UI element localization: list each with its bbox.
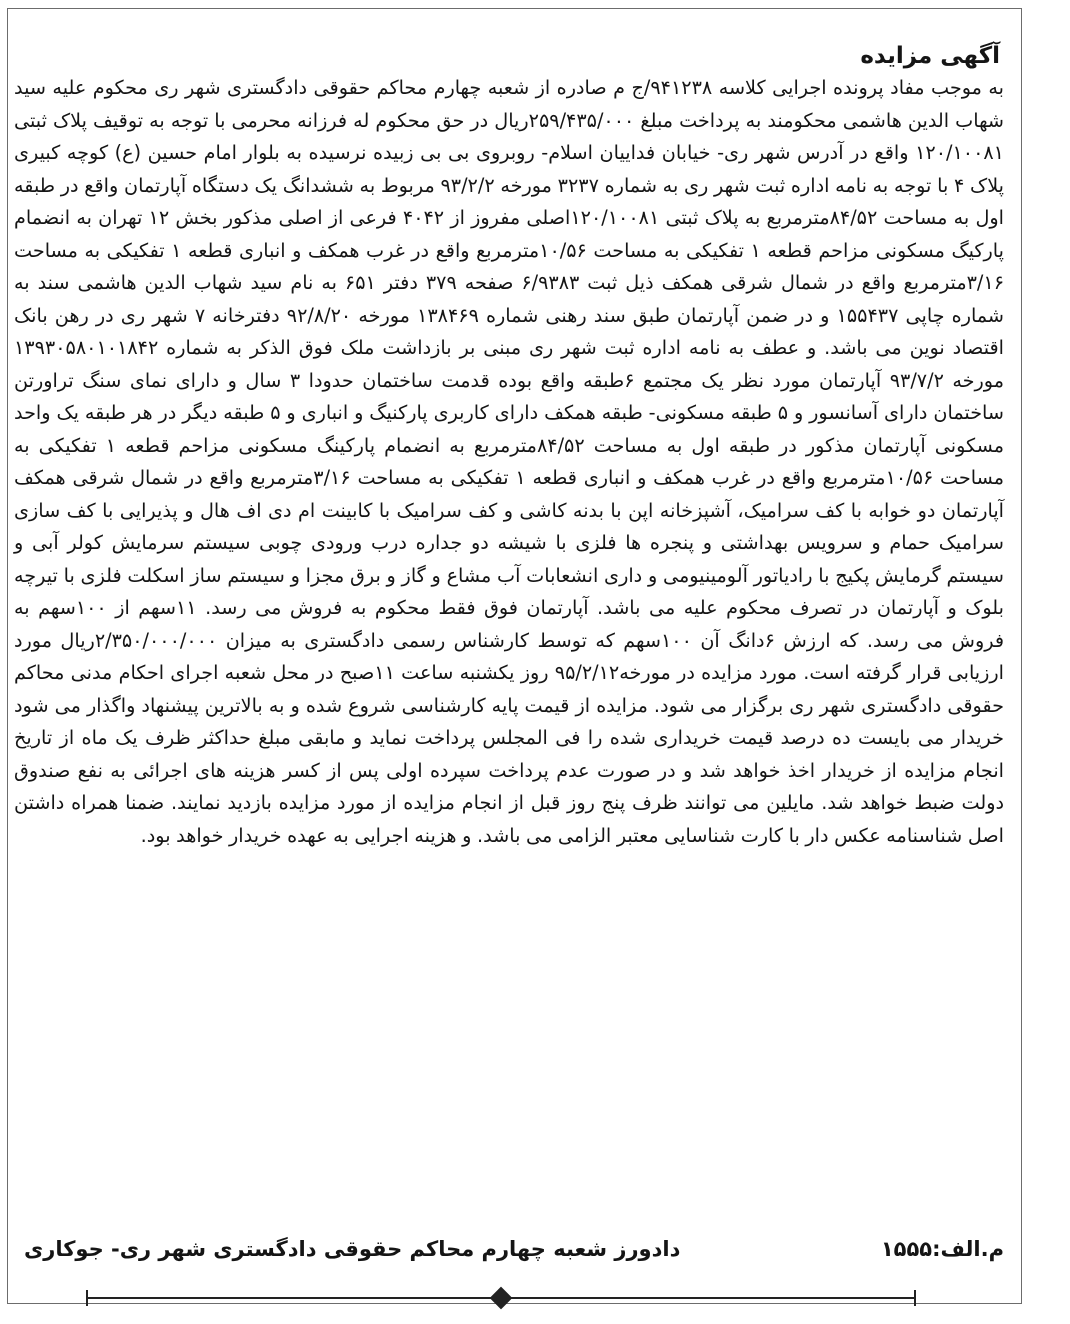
notice-title: آگهی مزایده — [860, 43, 1000, 69]
notice-footer — [14, 1234, 1004, 1264]
divider-right-cap — [914, 1290, 916, 1306]
notice-signature: دادورز شعبه چهارم محاکم حقوقی دادگستری شهر ری- جوکاری — [24, 1237, 681, 1261]
notice-body: به موجب مفاد پرونده اجرایی کلاسه ۹۴۱۲۳۸/ج م صادره از شعبه چهارم محاکم حقوقی دادگستری شهر ری محکوم علیه سید شهاب الدین هاشمی محکومند به پرداخت مبلغ ۲۵۹/۴۳۵/۰۰۰ریال در حق محکوم له فرزانه محرمی با توجه به توقیف پلاک ثبتی ۱۲۰/۱۰۰۸۱ واقع در آدرس شهر ری- خیابان فداییان اسلام- روبروی بی بی زبیده نرسیده به بلوار امام حسین (ع) کوچه کبیری پلاک ۴ با توجه به نامه اداره ثبت شهر ری به شماره ۳۲۳۷ مورخه ۹۳/۲/۲ مربوط به ششدانگ یک دستگاه آپارتمان واقع در طبقه اول به مساحت ۸۴/۵۲مترمربع به پلاک ثبتی ۱۲۰/۱۰۰۸۱اصلی مفروز از ۴۰۴۲ فرعی از اصلی مذکور بخش ۱۲ تهران به انضمام پارکیگ مسکونی مزاحم قطعه ۱ تفکیکی به مساحت ۱۰/۵۶مترمربع واقع در غرب همکف و انباری قطعه ۱ تفکیکی به مساحت ۳/۱۶مترمربع واقع در شمال شرقی همکف ذیل ثبت ۶/۹۳۸۳ صفحه ۳۷۹ دفتر ۶۵۱ به نام سید شهاب الدین هاشمی سند به شماره چاپی ۱۵۵۴۳۷ و در ضمن آپارتمان طبق سند رهنی شماره ۱۳۸۴۶۹ مورخه ۹۲/۸/۲۰ دفترخانه ۷ شهر ری در رهن بانک اقتصاد نوین می باشد. و عطف به نامه اداره ثبت شهر ری مبنی بر بازداشت ملک فوق الذکر به شماره ۱۳۹۳۰۵۸۰۱۰۱۸۴۲ مورخه ۹۳/۷/۲ آپارتمان مورد نظر یک مجتمع ۶طبقه واقع بوده قدمت ساختمان حدودا ۳ سال و دارای نمای سنگ تراورتن ساختمان دارای آسانسور و ۵ طبقه مسکونی- طبقه همکف دارای کاربری پارکنیگ و انباری و ۵ طبقه دیگر در هر طبقه یک واحد مسکونی آپارتمان مذکور در طبقه اول به مساحت ۸۴/۵۲مترمربع به انضمام پارکینگ مسکونی مزاحم قطعه ۱ تفکیکی به مساحت ۱۰/۵۶مترمربع واقع در غرب همکف و انباری قطعه ۱ تفکیکی به مساحت ۳/۱۶مترمربع واقع در شمال شرقی همکف آپارتمان دو خوابه با کف سرامیک، آشپزخانه اپن با بدنه کاشی و کف سرامیک با کابینت ام دی اف هال و پذیرایی با کف سازی سرامیک حمام و سرویس بهداشتی و پنجره ها فلزی با شیشه دو جداره درب ورودی چوبی سیستم سرمایش کولر آبی و سیستم گرمایش پکیج با رادیاتور آلومینیومی و داری انشعابات آب مشاع و گاز و برق مجزا و سیستم ساز اسکلت فلزی با تیرچه بلوک و آپارتمان در تصرف محکوم علیه می باشد. آپارتمان فوق فقط محکوم به فروش می رسد. ۱۱سهم از ۱۰۰سهم به فروش می رسد. که ارزش ۶دانگ آن ۱۰۰سهم که توسط کارشناس رسمی دادگستری به میزان ۲/۳۵۰/۰۰۰/۰۰۰ریال مورد ارزیابی قرار گرفته است. مورد مزایده در مورخه۹۵/۲/۱۲ روز یکشنبه ساعت ۱۱صبح در محل شعبه اجرای احکام مدنی محاکم حقوقی دادگستری شهر ری برگزار می شود. مزایده از قیمت پایه کارشناسی شروع شده و به بالاترین پیشنهاد واگذار می شود خریدار می بایست ده درصد قیمت خریداری شده را فی المجلس پرداخت نماید و مابقی مبلغ حداکثر ظرف یک ماه از تاریخ انجام مزایده از خریدار اخذ خواهد شد و در صورت عدم پرداخت سپرده اولی پس از کسر هزینه های اجرائی به نفع صندوق دولت ضبط خواهد شد. مایلین می توانند ظرف پنج روز قبل از انجام مزایده از مورد مزایده بازدید نمایند. ضمنا همراه داشتن اصل شناسنامه عکس دار با کارت شناسایی معتبر الزامی می باشد. و هزینه اجرایی به عهده خریدار خواهد بود. — [14, 76, 1005, 847]
auction-notice — [14, 40, 1004, 852]
notice-code: م.الف:۱۵۵۵ — [880, 1237, 1004, 1261]
divider-left-cap — [86, 1290, 88, 1306]
